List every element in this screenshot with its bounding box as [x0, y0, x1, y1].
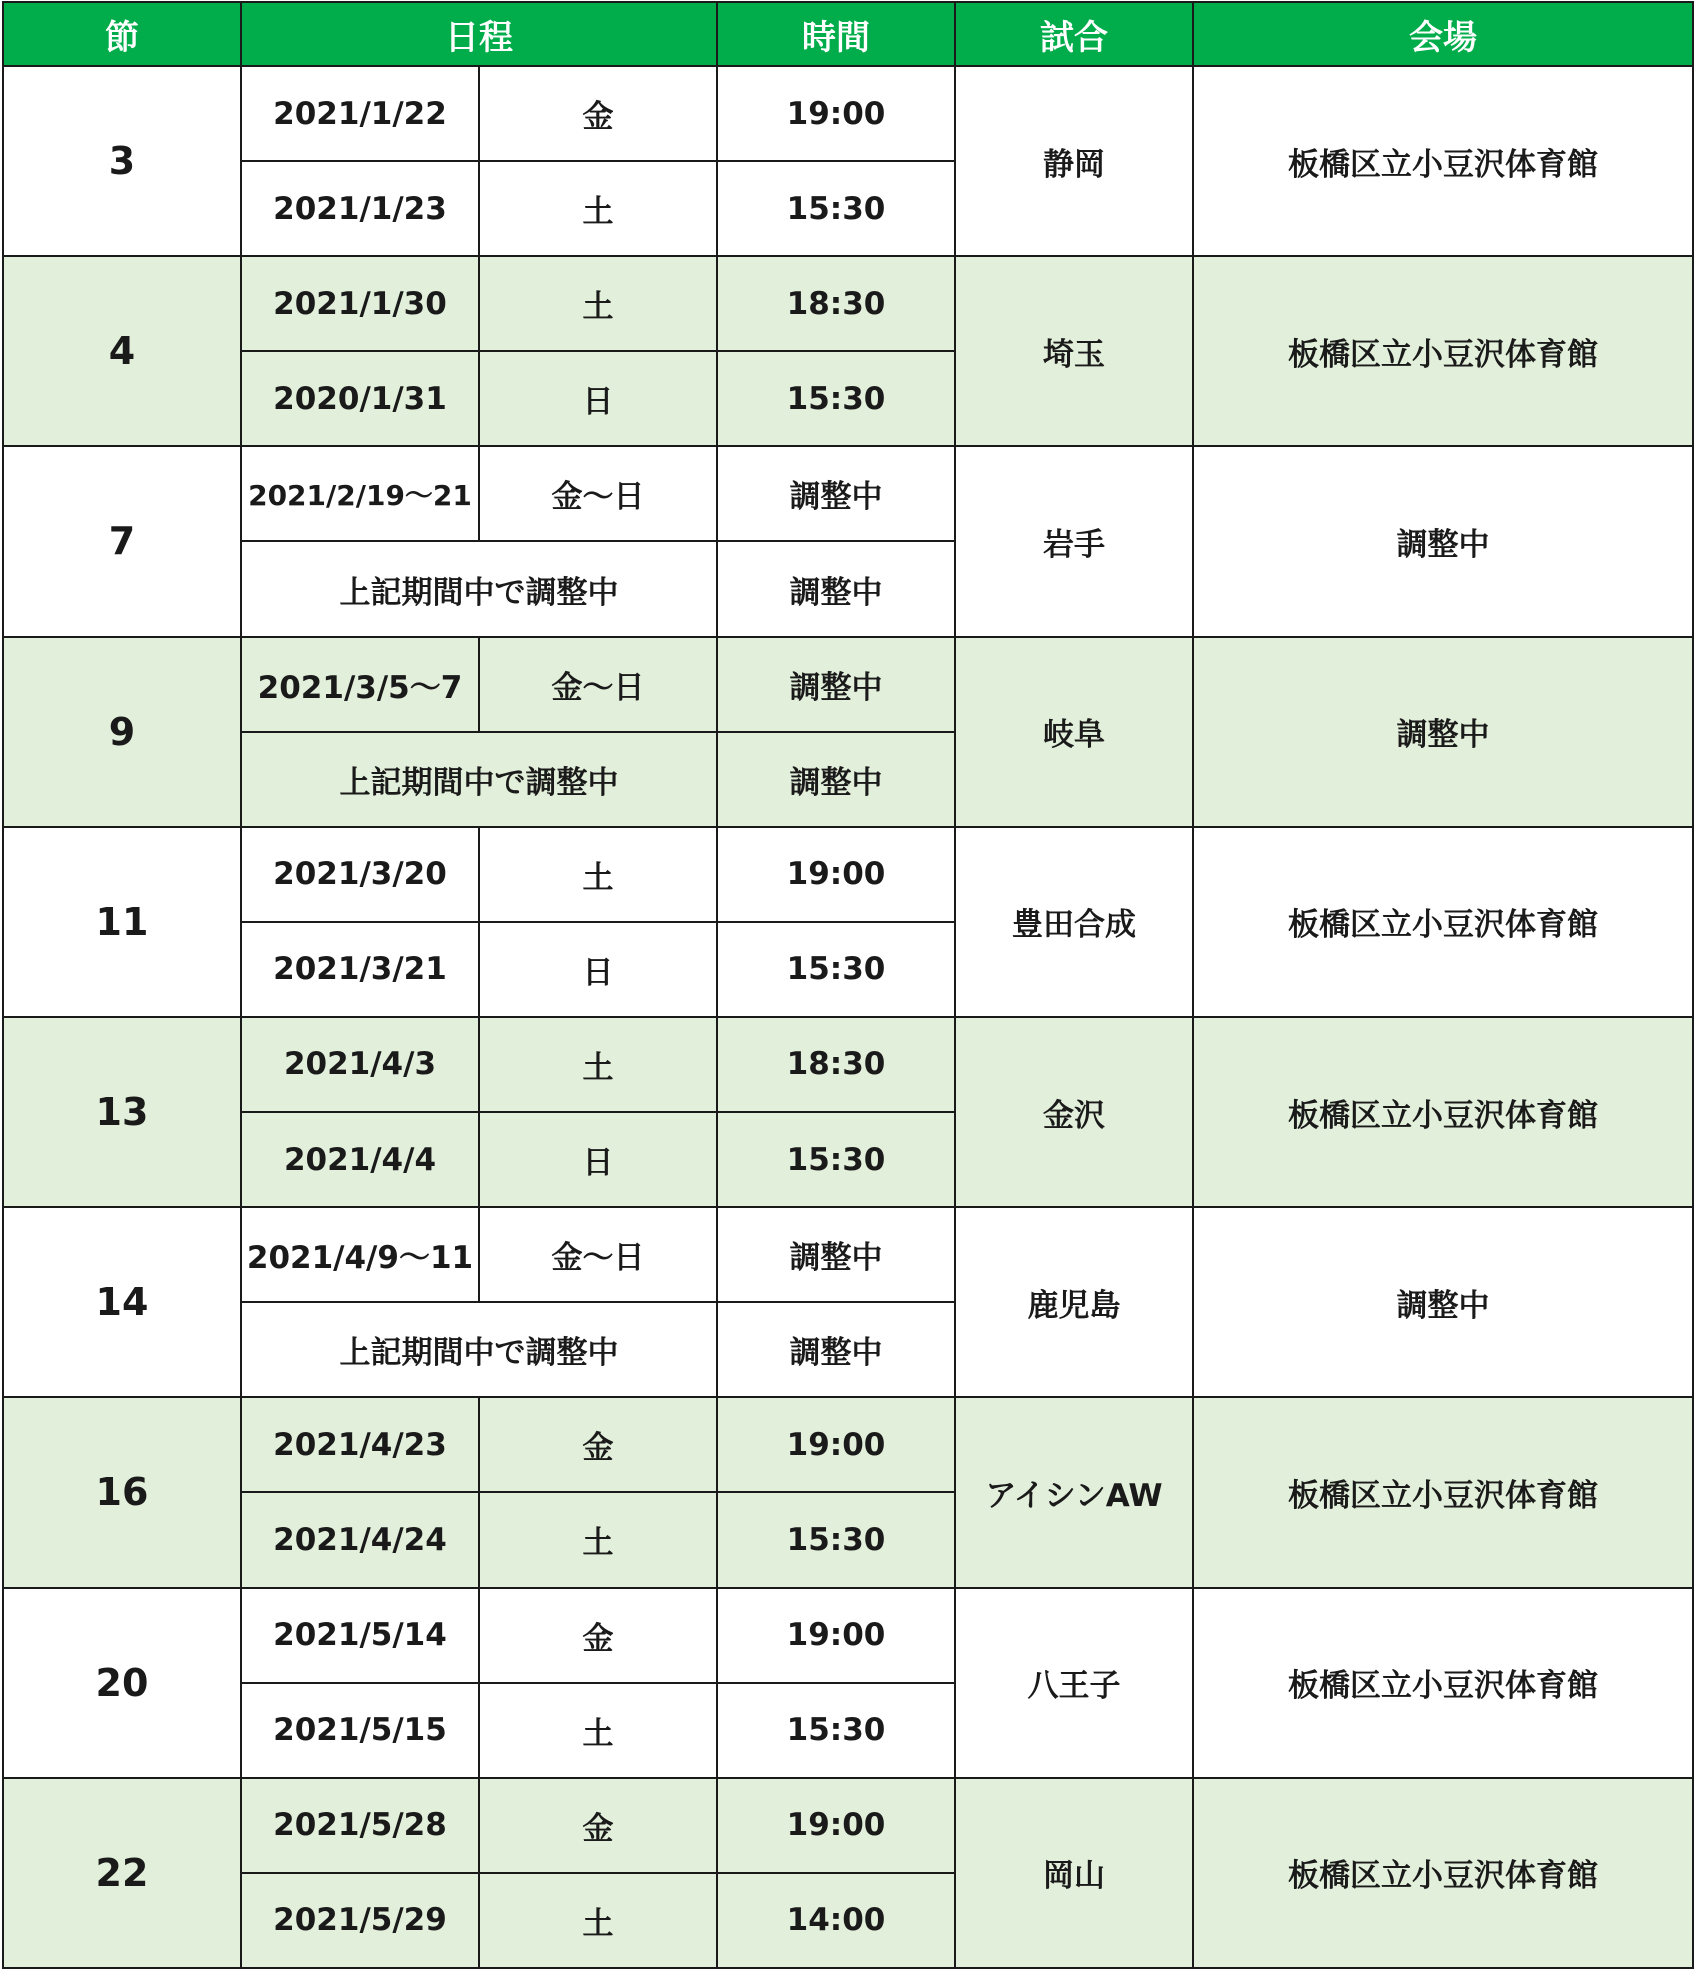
date-cell: 2021/4/9～11 [241, 1207, 479, 1302]
date-cell: 2021/1/23 [241, 161, 479, 256]
schedule-note: 上記期間中で調整中 [241, 732, 717, 827]
day-cell: 金～日 [479, 1207, 717, 1302]
time-cell: 19:00 [717, 66, 955, 161]
day-cell: 土 [479, 1873, 717, 1968]
time-cell: 15:30 [717, 1683, 955, 1778]
table-row [3, 446, 1693, 541]
time-cell: 調整中 [717, 637, 955, 732]
day-cell: 金～日 [479, 446, 717, 541]
header-time: 時間 [717, 2, 955, 66]
match-cell: 金沢 [955, 1017, 1193, 1207]
date-cell: 2021/4/4 [241, 1112, 479, 1207]
time-cell: 調整中 [717, 541, 955, 636]
match-cell: 岡山 [955, 1778, 1193, 1968]
date-cell: 2021/5/15 [241, 1683, 479, 1778]
venue-cell: 板橋区立小豆沢体育館 [1193, 256, 1693, 446]
time-cell: 調整中 [717, 446, 955, 541]
day-cell: 金～日 [479, 637, 717, 732]
day-cell: 金 [479, 1397, 717, 1492]
section-number: 11 [3, 827, 241, 1017]
match-cell: 静岡 [955, 66, 1193, 256]
section-number: 16 [3, 1397, 241, 1587]
section-number: 3 [3, 66, 241, 256]
time-cell: 19:00 [717, 1778, 955, 1873]
time-cell: 18:30 [717, 256, 955, 351]
section-number: 22 [3, 1778, 241, 1968]
day-cell: 土 [479, 1017, 717, 1112]
time-cell: 19:00 [717, 1397, 955, 1492]
date-cell: 2021/4/3 [241, 1017, 479, 1112]
table-row [3, 1397, 1693, 1492]
match-cell: 岐阜 [955, 637, 1193, 827]
venue-cell: 板橋区立小豆沢体育館 [1193, 1778, 1693, 1968]
venue-cell: 板橋区立小豆沢体育館 [1193, 1397, 1693, 1587]
time-cell: 19:00 [717, 1588, 955, 1683]
table-row [3, 1207, 1693, 1302]
match-cell: 八王子 [955, 1588, 1193, 1778]
table-row [3, 1017, 1693, 1112]
date-cell: 2021/1/30 [241, 256, 479, 351]
time-cell: 15:30 [717, 922, 955, 1017]
venue-cell: 調整中 [1193, 1207, 1693, 1397]
match-cell: アイシンAW [955, 1397, 1193, 1587]
day-cell: 土 [479, 256, 717, 351]
header-venue: 会場 [1193, 2, 1693, 66]
date-cell: 2021/1/22 [241, 66, 479, 161]
venue-cell: 板橋区立小豆沢体育館 [1193, 1588, 1693, 1778]
date-cell: 2021/3/21 [241, 922, 479, 1017]
time-cell: 15:30 [717, 1112, 955, 1207]
date-cell: 2021/3/20 [241, 827, 479, 922]
match-cell: 鹿児島 [955, 1207, 1193, 1397]
match-cell: 岩手 [955, 446, 1193, 636]
time-cell: 19:00 [717, 827, 955, 922]
section-number: 13 [3, 1017, 241, 1207]
day-cell: 日 [479, 351, 717, 446]
time-cell: 15:30 [717, 1492, 955, 1587]
time-cell: 15:30 [717, 161, 955, 256]
schedule-note: 上記期間中で調整中 [241, 1302, 717, 1397]
date-cell: 2021/3/5～7 [241, 637, 479, 732]
table-row [3, 1778, 1693, 1873]
date-cell: 2021/5/29 [241, 1873, 479, 1968]
date-cell: 2021/4/24 [241, 1492, 479, 1587]
section-number: 7 [3, 446, 241, 636]
time-cell: 調整中 [717, 732, 955, 827]
section-number: 20 [3, 1588, 241, 1778]
date-cell: 2021/5/28 [241, 1778, 479, 1873]
day-cell: 金 [479, 66, 717, 161]
day-cell: 土 [479, 161, 717, 256]
match-cell: 埼玉 [955, 256, 1193, 446]
date-cell: 2020/1/31 [241, 351, 479, 446]
venue-cell: 板橋区立小豆沢体育館 [1193, 66, 1693, 256]
schedule-note: 上記期間中で調整中 [241, 541, 717, 636]
header-schedule: 日程 [241, 2, 717, 66]
venue-cell: 板橋区立小豆沢体育館 [1193, 1017, 1693, 1207]
day-cell: 日 [479, 922, 717, 1017]
day-cell: 土 [479, 827, 717, 922]
date-cell: 2021/5/14 [241, 1588, 479, 1683]
table-row [3, 66, 1693, 161]
venue-cell: 調整中 [1193, 637, 1693, 827]
section-number: 4 [3, 256, 241, 446]
schedule-table [2, 1, 1694, 1969]
day-cell: 金 [479, 1588, 717, 1683]
header-row [3, 2, 1693, 66]
table-row [3, 637, 1693, 732]
venue-cell: 板橋区立小豆沢体育館 [1193, 827, 1693, 1017]
time-cell: 14:00 [717, 1873, 955, 1968]
table-row [3, 827, 1693, 922]
time-cell: 調整中 [717, 1207, 955, 1302]
day-cell: 土 [479, 1683, 717, 1778]
day-cell: 土 [479, 1492, 717, 1587]
time-cell: 15:30 [717, 351, 955, 446]
day-cell: 日 [479, 1112, 717, 1207]
table-row [3, 256, 1693, 351]
time-cell: 18:30 [717, 1017, 955, 1112]
match-cell: 豊田合成 [955, 827, 1193, 1017]
header-section: 節 [3, 2, 241, 66]
day-cell: 金 [479, 1778, 717, 1873]
section-number: 9 [3, 637, 241, 827]
header-match: 試合 [955, 2, 1193, 66]
date-cell: 2021/2/19～21 [241, 446, 479, 541]
table-row [3, 1588, 1693, 1683]
time-cell: 調整中 [717, 1302, 955, 1397]
section-number: 14 [3, 1207, 241, 1397]
date-cell: 2021/4/23 [241, 1397, 479, 1492]
venue-cell: 調整中 [1193, 446, 1693, 636]
